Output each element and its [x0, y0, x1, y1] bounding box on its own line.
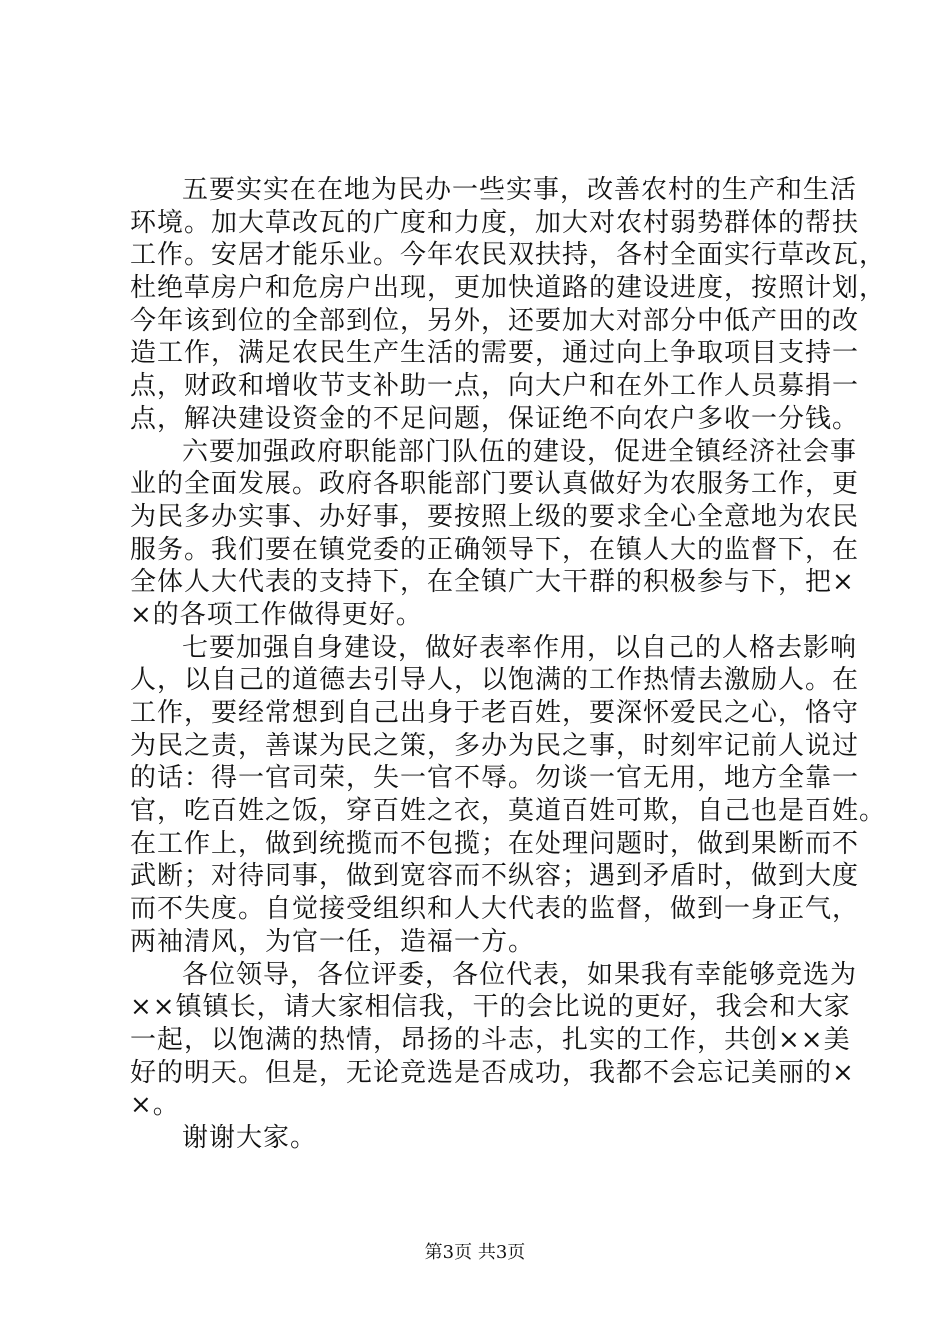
closing-paragraph-line-1: 各位领导，各位评委，各位代表，如果我有幸能够竞选为	[182, 959, 858, 990]
closing-paragraph-line-2: ××镇镇长，请大家相信我，干的会比说的更好，我会和大家	[130, 992, 851, 1023]
paragraph-5-line-1: 五要实实在在地为民办一些实事，改善农村的生产和生活	[182, 175, 858, 205]
paragraph-6-line-5: 全体人大代表的支持下，在全镇广大干群的积极参与下，把×	[130, 567, 855, 598]
paragraph-5-line-8: 点，解决建设资金的不足问题，保证绝不向农户多收一分钱。	[130, 403, 860, 434]
paragraph-7-line-3: 工作，要经常想到自己出身于老百姓，要深怀爱民之心，恪守	[130, 698, 860, 728]
paragraph-6-line-4: 服务。我们要在镇党委的正确领导下，在镇人大的监督下，在	[130, 534, 860, 565]
paragraph-5-line-3: 工作。安居才能乐业。今年农民双扶持，各村全面实行草改瓦，	[130, 240, 887, 271]
closing-paragraph-line-3: 一起，以饱满的热情，昂扬的斗志，扎实的工作，共创××美	[130, 1024, 851, 1055]
paragraph-7-line-7: 在工作上，做到统揽而不包揽；在处理问题时，做到果断而不	[130, 828, 860, 859]
paragraph-7-line-5: 的话：得一官司荣，失一官不辱。勿谈一官无用，地方全靠一	[130, 763, 860, 794]
thanks-line: 谢谢大家。	[182, 1122, 318, 1153]
closing-paragraph-line-4: 好的明天。但是，无论竞选是否成功，我都不会忘记美丽的×	[130, 1057, 855, 1088]
paragraph-7-line-6: 官，吃百姓之饭，穿百姓之衣，莫道百姓可欺，自己也是百姓。	[130, 796, 887, 827]
paragraph-6-line-1: 六要加强政府职能部门队伍的建设，促进全镇经济社会事	[182, 436, 858, 467]
paragraph-6-line-2: 业的全面发展。政府各职能部门要认真做好为农服务工作，更	[130, 469, 860, 500]
paragraph-7-line-8: 武断；对待同事，做到宽容而不纵容；遇到矛盾时，做到大度	[130, 861, 860, 892]
page-footer: 第3页 共3页	[424, 1242, 526, 1263]
paragraph-6-line-6: ×的各项工作做得更好。	[130, 599, 423, 630]
paragraph-7-line-2: 人，以自己的道德去引导人，以饱满的工作热情去激励人。在	[130, 665, 860, 696]
paragraph-7-line-9: 而不失度。自觉接受组织和人大代表的监督，做到一身正气，	[130, 894, 860, 925]
paragraph-5-line-6: 造工作，满足农民生产生活的需要，通过向上争取项目支持一	[130, 338, 860, 369]
paragraph-7-line-1: 七要加强自身建设，做好表率作用，以自己的人格去影响	[182, 632, 858, 663]
paragraph-6-line-3: 为民多办实事、办好事，要按照上级的要求全心全意地为农民	[130, 501, 860, 532]
paragraph-5-line-2: 环境。加大草改瓦的广度和力度，加大对农村弱势群体的帮扶	[130, 207, 860, 238]
paragraph-7-line-10: 两袖清风，为官一任，造福一方。	[130, 926, 536, 957]
document-body	[130, 174, 887, 1155]
paragraph-7-line-4: 为民之责，善谋为民之策，多办为民之事，时刻牢记前人说过	[130, 730, 860, 761]
paragraph-5-line-5: 今年该到位的全部到位，另外，还要加大对部分中低产田的改	[130, 305, 860, 336]
paragraph-5-line-7: 点，财政和增收节支补助一点，向大户和在外工作人员募捐一	[130, 371, 860, 402]
closing-paragraph-line-5: ×。	[130, 1090, 180, 1121]
paragraph-5-line-4: 杜绝草房户和危房户出现，更加快道路的建设进度，按照计划，	[130, 273, 887, 304]
